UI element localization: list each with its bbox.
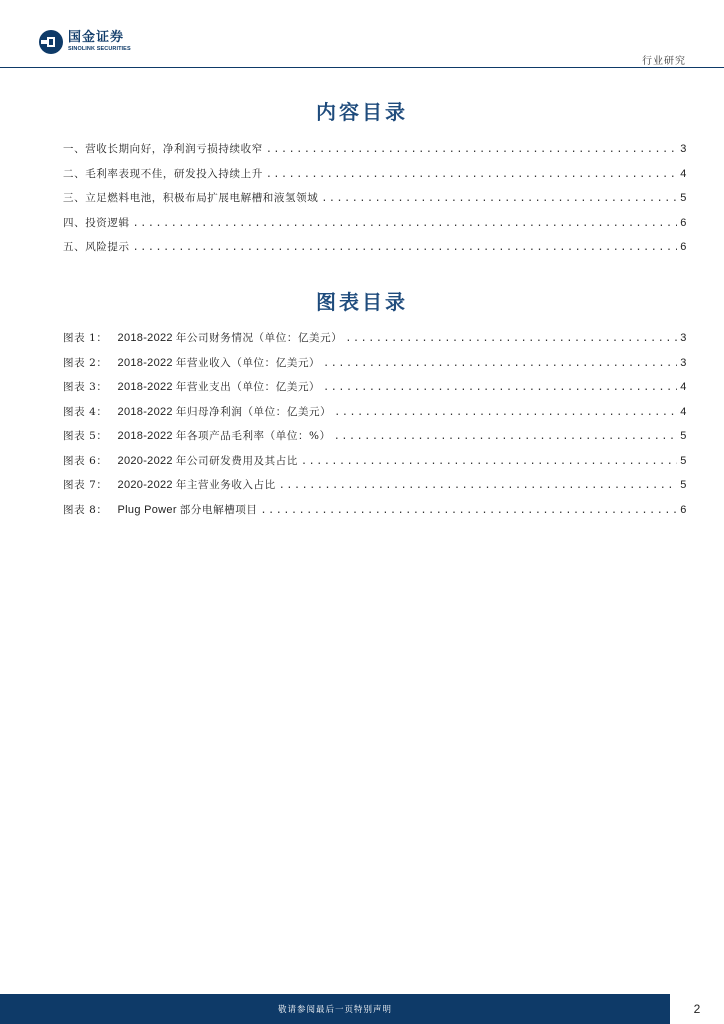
dot-leader xyxy=(334,431,678,442)
footer-disclaimer: 敬请参阅最后一页特别声明 xyxy=(277,1005,392,1015)
figure-title: 年各项产品毛利率（单位：%） xyxy=(175,430,331,442)
figure-page: 6 xyxy=(680,503,687,516)
toc-entry-page: 3 xyxy=(680,143,687,155)
toc-entry-page: 6 xyxy=(680,241,687,253)
toc-entry-text: 四、投资逻辑 xyxy=(63,216,130,229)
figure-code: 2018-2022 xyxy=(117,381,173,393)
figure-entry[interactable] xyxy=(63,330,687,355)
figure-code: Plug Power xyxy=(117,503,177,516)
dot-leader xyxy=(133,242,678,253)
figure-code: 2020-2022 xyxy=(117,479,173,491)
section-label: 行业研究 xyxy=(642,56,686,67)
figure-code: 2020-2022 xyxy=(117,454,173,467)
figures-list xyxy=(63,330,687,526)
header-divider xyxy=(0,67,724,68)
figure-code: 2018-2022 xyxy=(117,356,173,369)
figure-page: 5 xyxy=(680,479,687,491)
toc-entry[interactable] xyxy=(63,190,687,215)
figure-code: 2018-2022 xyxy=(117,332,173,344)
figure-label: 图表 3： xyxy=(63,381,108,393)
dot-leader xyxy=(323,382,677,393)
dot-leader xyxy=(321,193,677,204)
figure-entry[interactable] xyxy=(63,428,687,453)
dot-leader xyxy=(334,407,677,418)
figure-title: 年主营业务收入占比 xyxy=(175,479,276,491)
dot-leader xyxy=(345,333,677,344)
toc-entry-text: 一、营收长期向好，净利润亏损持续收窄 xyxy=(63,143,263,155)
toc-entry-page: 5 xyxy=(680,192,687,204)
figure-entry[interactable] xyxy=(63,379,687,404)
figure-title: 年归母净利润（单位：亿美元） xyxy=(175,405,332,418)
toc-entry-page: 4 xyxy=(680,167,687,180)
toc-entry-text: 三、立足燃料电池，积极布局扩展电解槽和液氢领域 xyxy=(63,192,319,204)
figure-label: 图表 4： xyxy=(63,405,108,418)
figure-title: 年公司财务情况（单位：亿美元） xyxy=(175,332,343,344)
figure-page: 4 xyxy=(680,381,687,393)
contents-list xyxy=(63,141,687,264)
dot-leader xyxy=(133,218,678,229)
figure-page: 3 xyxy=(680,356,687,369)
figure-label: 图表 5： xyxy=(63,430,108,442)
dot-leader xyxy=(266,144,677,155)
toc-entry-text: 五、风险提示 xyxy=(63,241,130,253)
figure-code: 2018-2022 xyxy=(117,405,173,418)
figure-entry[interactable] xyxy=(63,355,687,380)
page-header xyxy=(0,0,724,70)
figure-title: 年营业支出（单位：亿美元） xyxy=(175,381,321,393)
dot-leader xyxy=(261,505,678,516)
figure-label: 图表 2： xyxy=(63,356,108,369)
figure-page: 4 xyxy=(680,405,687,418)
figure-label: 图表 8： xyxy=(63,503,108,516)
figure-code: 2018-2022 xyxy=(117,430,173,442)
sinolink-logo-icon xyxy=(38,29,64,55)
toc-entry[interactable] xyxy=(63,141,687,166)
figure-page: 5 xyxy=(680,454,687,467)
toc-entry[interactable] xyxy=(63,166,687,191)
figure-page: 3 xyxy=(680,332,687,344)
logo-chinese-name: 国金证券 xyxy=(68,30,125,46)
dot-leader xyxy=(301,456,677,467)
dot-leader xyxy=(323,358,677,369)
toc-entry-page: 6 xyxy=(680,216,687,229)
toc-entry-text: 二、毛利率表现不佳，研发投入持续上升 xyxy=(63,167,263,180)
dot-leader xyxy=(279,480,678,491)
figure-label: 图表 7： xyxy=(63,479,108,491)
figure-label: 图表 6： xyxy=(63,454,108,467)
company-logo xyxy=(38,29,131,55)
figure-entry[interactable] xyxy=(63,477,687,502)
dot-leader xyxy=(266,169,677,180)
toc-entry[interactable] xyxy=(63,215,687,240)
figure-title: 年公司研发费用及其占比 xyxy=(175,454,298,467)
figure-entry[interactable] xyxy=(63,502,687,527)
logo-english-name: SINOLINK SECURITIES xyxy=(68,46,131,53)
figure-title: 部分电解槽项目 xyxy=(179,503,258,516)
page-footer xyxy=(0,994,670,1024)
figure-page: 5 xyxy=(680,430,687,442)
toc-entry[interactable] xyxy=(63,239,687,264)
figure-title: 年营业收入（单位：亿美元） xyxy=(175,356,321,369)
page-number: 2 xyxy=(693,1002,701,1016)
figure-label: 图表 1： xyxy=(63,332,108,344)
figures-title: 图表目录 xyxy=(316,290,408,314)
figure-entry[interactable] xyxy=(63,453,687,478)
contents-title: 内容目录 xyxy=(316,100,408,124)
figure-entry[interactable] xyxy=(63,404,687,429)
